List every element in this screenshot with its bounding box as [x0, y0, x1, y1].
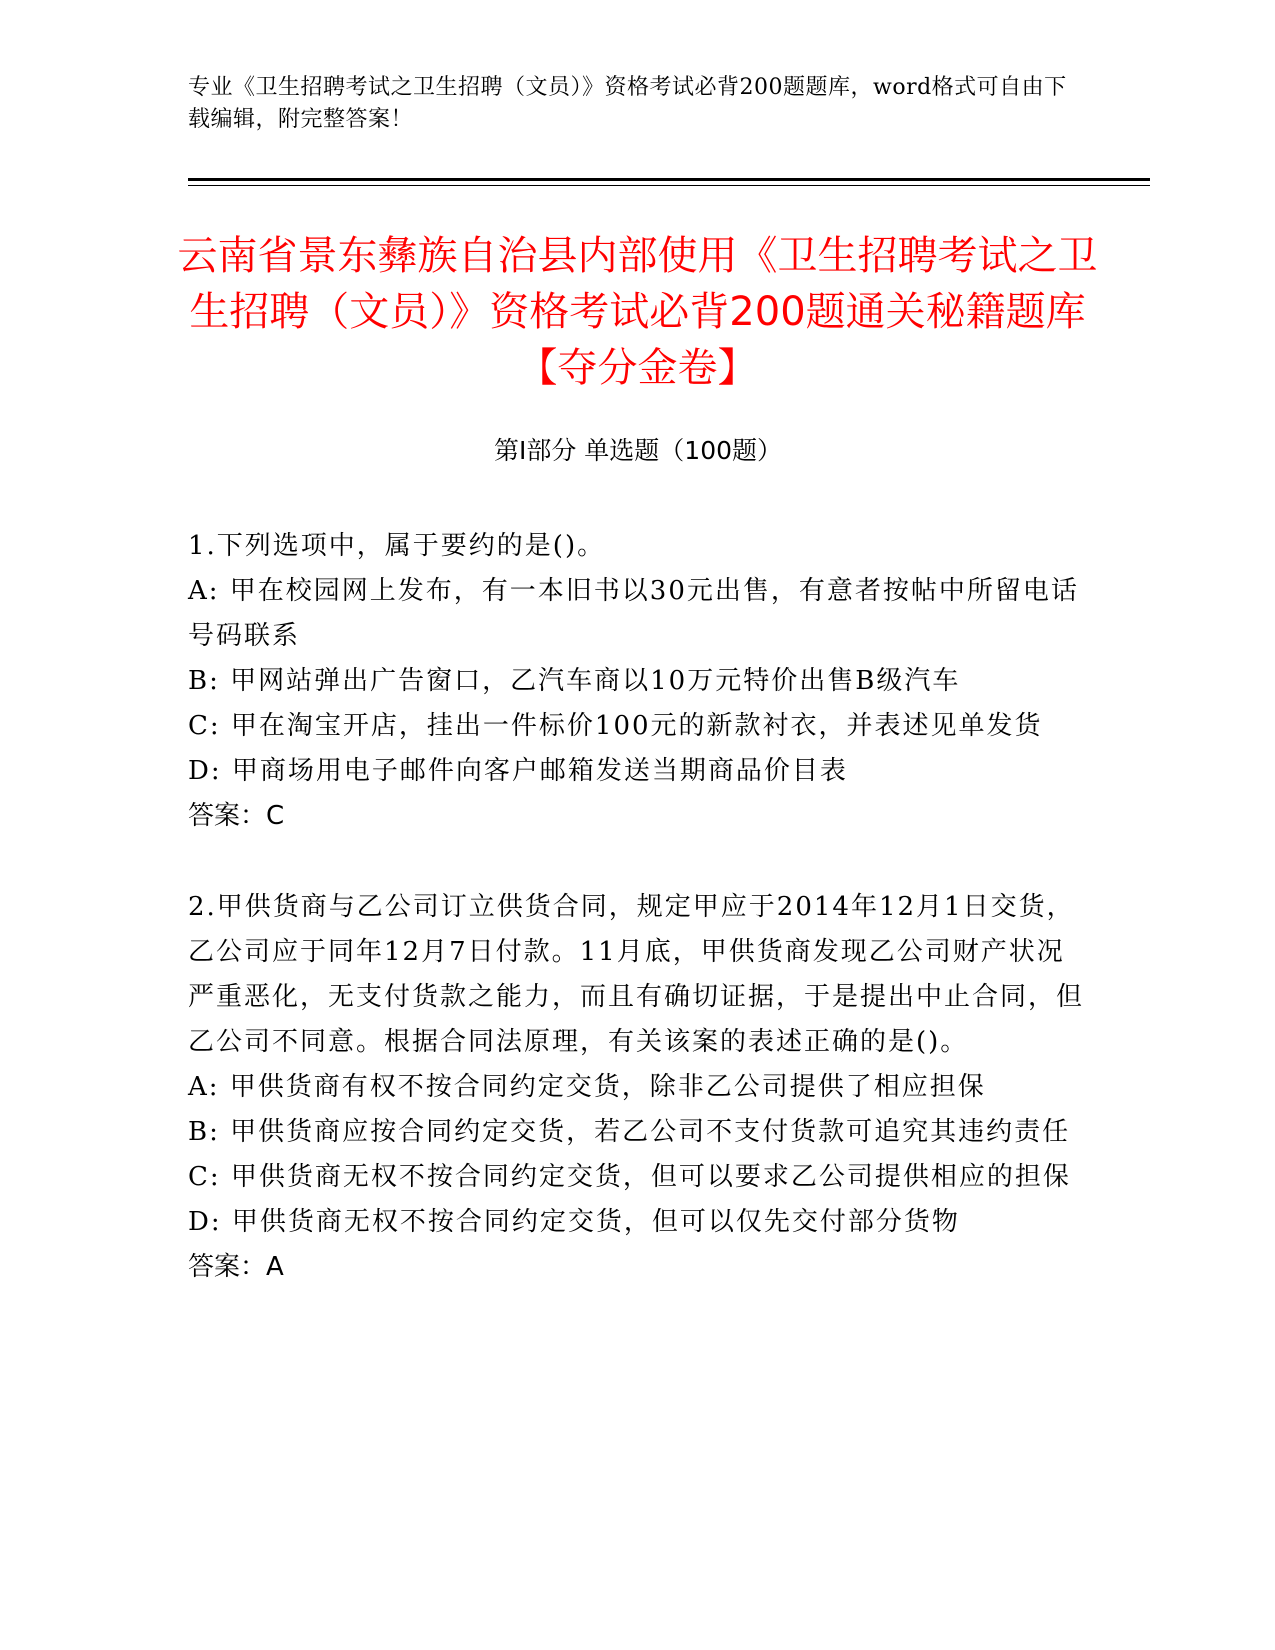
option-c: C: 甲在淘宝开店，挂出一件标价100元的新款衬衣，并表述见单发货: [188, 711, 1043, 741]
option-b: B: 甲网站弹出广告窗口，乙汽车商以10万元特价出售B级汽车: [188, 666, 961, 696]
header-divider-thick: [188, 178, 1150, 181]
question-stem: 2.甲供货商与乙公司订立供货合同，规定甲应于2014年12月1日交货，乙公司应于同年12月7日付款。11月底，甲供货商发现乙公司财产状况严重恶化，无支付货款之能力，而且有确切证据，于是提出中止合同，但乙公司不同意。根据合同法原理，有关该案的表述正确的是()。: [188, 892, 1085, 1057]
option-a: A: 甲供货商有权不按合同约定交货，除非乙公司提供了相应担保: [188, 1072, 986, 1102]
header-note: 专业《卫生招聘考试之卫生招聘（文员）》资格考试必背200题题库，word格式可自由下载编辑，附完整答案！: [188, 75, 1067, 132]
answer-label: 答案：A: [188, 1252, 284, 1282]
answer-label: 答案：C: [188, 801, 285, 831]
section-heading: 第Ⅰ部分 单选题（100题）: [493, 436, 783, 465]
option-d: D: 甲商场用电子邮件向客户邮箱发送当期商品价目表: [188, 756, 848, 786]
option-a: A: 甲在校园网上发布，有一本旧书以30元出售，有意者按帖中所留电话号码联系: [188, 576, 1079, 651]
question-item: [188, 524, 1088, 839]
option-d: D: 甲供货商无权不按合同约定交货，但可以仅先交付部分货物: [188, 1207, 960, 1237]
question-stem: 1.下列选项中，属于要约的是()。: [188, 531, 606, 561]
option-b: B: 甲供货商应按合同约定交货，若乙公司不支付货款可追究其违约责任: [188, 1117, 1071, 1147]
document-title: 云南省景东彝族自治县内部使用《卫生招聘考试之卫生招聘（文员）》资格考试必背200题通关秘籍题库【夺分金卷】: [177, 233, 1098, 391]
header-divider-thin: [188, 185, 1150, 186]
option-c: C: 甲供货商无权不按合同约定交货，但可以要求乙公司提供相应的担保: [188, 1162, 1071, 1192]
question-list: [188, 524, 1088, 1290]
question-item: [188, 885, 1088, 1290]
